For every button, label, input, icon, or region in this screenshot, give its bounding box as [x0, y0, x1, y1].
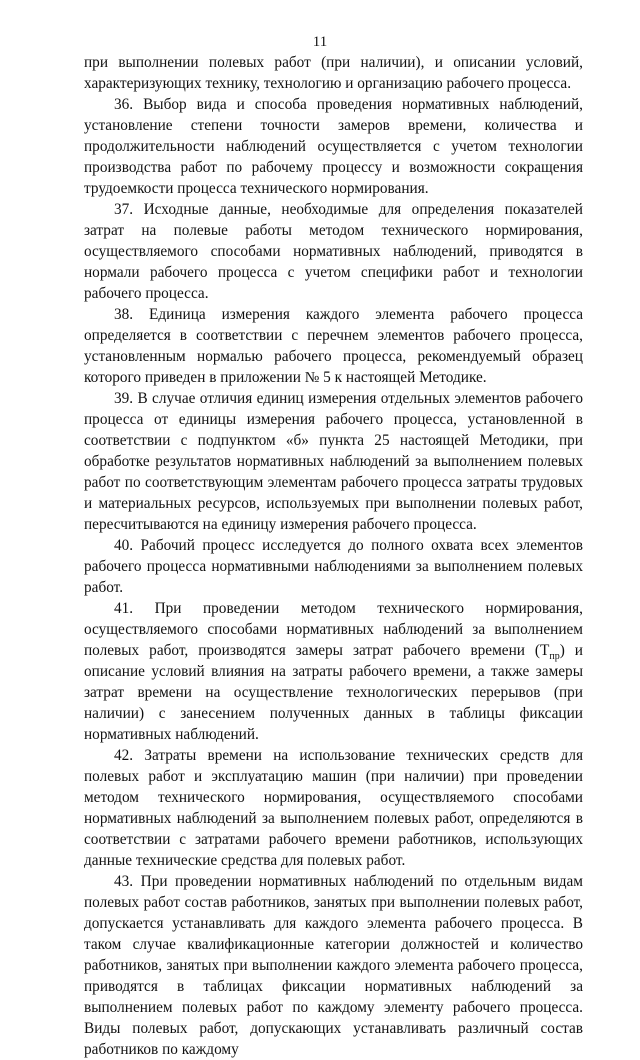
paragraph-40: 40. Рабочий процесс исследуется до полного охвата всех элементов рабочего процесса нормативными наблюдениями за выполнением полевых работ. — [84, 537, 583, 596]
paragraph-37: 37. Исходные данные, необходимые для определения показателей затрат на полевые работы методом технического нормирования, осуществляемого способами нормативных наблюдений, приводятся в нормали рабочего процесса с учетом специфики работ и технологии рабочего процесса. — [84, 201, 583, 302]
page-number: 11 — [312, 34, 328, 50]
paragraph-41 — [84, 598, 583, 745]
time-symbol-subscript: пр — [549, 651, 560, 663]
paragraph-continuation: при выполнении полевых работ (при наличии), и описании условий, характеризующих технику, технологию и организацию рабочего процесса. — [84, 54, 583, 92]
paragraph-41-text-start: 41. При проведении методом технического нормирования, осуществляемого способами нормативных наблюдений за выполнением полевых работ, производятся замеры затрат рабочего времени (Т — [84, 600, 583, 659]
document-body — [84, 52, 583, 1060]
paragraph-42: 42. Затраты времени на использование технических средств для полевых работ и эксплуатацию машин (при наличии) при проведении методом технического нормирования, осуществляемого способами нормативных наблюдений за выполнением полевых работ, определяются в соответствии с затратами рабочего времени работников, использующих данные технические средства для полевых работ. — [84, 747, 583, 869]
paragraph-38: 38. Единица измерения каждого элемента рабочего процесса определяется в соответствии с перечнем элементов рабочего процесса, установленным нормалью рабочего процесса, рекомендуемый образец которого приведен в приложении № 5 к настоящей Методике. — [84, 306, 583, 386]
paragraph-36: 36. Выбор вида и способа проведения нормативных наблюдений, установление степени точности замеров времени, количества и продолжительности наблюдений осуществляется с учетом технологии производства работ по рабочему процессу и возможности сокращения трудоемкости процесса технического нормирования. — [84, 96, 583, 197]
paragraph-43: 43. При проведении нормативных наблюдений по отдельным видам полевых работ состав работников, занятых при выполнении полевых работ, допускается устанавливать для каждого элемента рабочего процесса. В таком случае квалификационные категории должностей и количество работников, занятых при выполнении каждого элемента рабочего процесса, приводятся в таблицах фиксации нормативных наблюдений за выполнением полевых работ по каждому элементу рабочего процесса. Виды полевых работ, допускающих устанавливать различный состав работников по каждому — [84, 873, 583, 1058]
paragraph-41-text-end: ) и описание условий влияния на затраты рабочего времени, а также замеры затрат времени на осуществление технологических перерывов (при наличии) с занесением полученных данных в таблицы фиксации нормативных наблюдений. — [84, 642, 583, 743]
paragraph-39: 39. В случае отличия единиц измерения отдельных элементов рабочего процесса от единицы измерения рабочего процесса, установленной в соответствии с подпунктом «б» пункта 25 настоящей Методики, при обработке результатов нормативных наблюдений за выполнением полевых работ по соответствующим элементам рабочего процесса затраты трудовых и материальных ресурсов, используемых при выполнении полевых работ, пересчитываются на единицу измерения рабочего процесса. — [84, 390, 583, 533]
